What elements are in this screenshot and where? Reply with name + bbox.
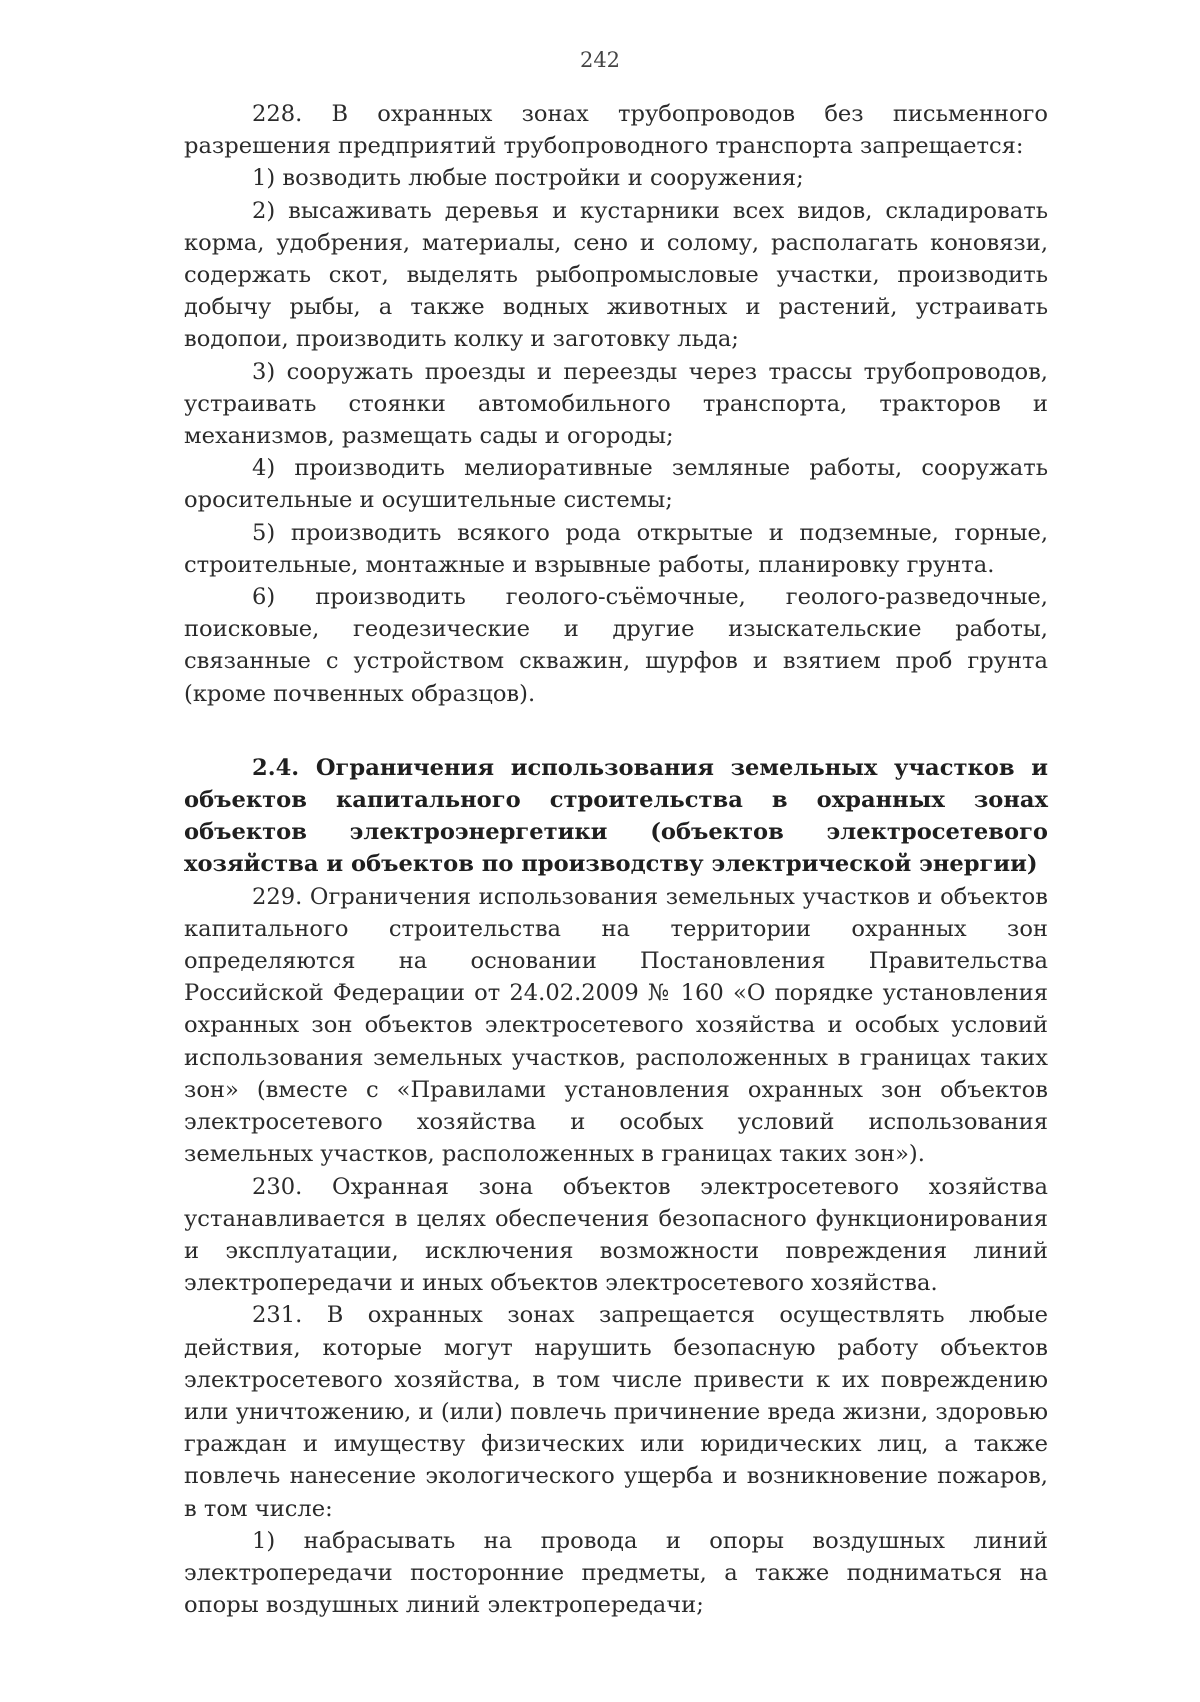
list-item-231-1: 1) набрасывать на провода и опоры воздушных линий электропередачи посторонние предметы, а также подниматься на опоры воздушных линий электропередачи; <box>184 1527 1048 1619</box>
paragraph-228: 228. В охранных зонах трубопроводов без письменного разрешения предприятий трубопроводного транспорта запрещается: <box>184 101 1048 160</box>
list-item-228-1: 1) возводить любые постройки и сооружения; <box>252 165 804 192</box>
section-heading-2-4: 2.4. Ограничения использования земельных участков и объектов капитального строительства в охранных зонах объектов электроэнергетики (объектов электросетевого хозяйства и объектов по производству электрической энергии) <box>184 754 1048 878</box>
list-item-228-6: 6) производить геолого-съёмочные, геолого-разведочные, поисковые, геодезические и другие изыскательские работы, связанные с устройством скважин, шурфов и взятием проб грунта (кроме почвенных образцов). <box>184 584 1048 707</box>
paragraph-231: 231. В охранных зонах запрещается осуществлять любые действия, которые могут нарушить безопасную работу объектов электросетевого хозяйства, в том числе привести к их повреждению или уничтожению, и (или) повлечь причинение вреда жизни, здоровью граждан и имуществу физических или юридических лиц, а также повлечь нанесение экологического ущерба и возникновение пожаров, в том числе: <box>184 1302 1048 1522</box>
list-item-228-4: 4) производить мелиоративные земляные работы, сооружать оросительные и осушительные системы; <box>184 455 1048 514</box>
page-number: 242 <box>579 48 621 72</box>
list-item-228-3: 3) сооружать проезды и переезды через трассы трубопроводов, устраивать стоянки автомобильного транспорта, тракторов и механизмов, размещать сады и огороды; <box>184 358 1048 450</box>
list-item-228-5: 5) производить всякого рода открытые и подземные, горные, строительные, монтажные и взрывные работы, планировку грунта. <box>184 519 1048 578</box>
list-item-228-2: 2) высаживать деревья и кустарники всех видов, складировать корма, удобрения, материалы, сено и солому, располагать коновязи, содержать скот, выделять рыбопромысловые участки, производить добычу рыбы, а также водных животных и растений, устраивать водопои, производить колку и заготовку льда; <box>184 197 1048 353</box>
paragraph-230: 230. Охранная зона объектов электросетевого хозяйства устанавливается в целях обеспечения безопасного функционирования и эксплуатации, исключения возможности повреждения линий электропередачи и иных объектов электросетевого хозяйства. <box>184 1173 1048 1297</box>
paragraph-229: 229. Ограничения использования земельных участков и объектов капитального строительства на территории охранных зон определяются на основании Постановления Правительства Российской Федерации от 24.02.2009 № 160 «О порядке установления охранных зон объектов электросетевого хозяйства и особых условий использования земельных участков, расположенных в границах таких зон» (вместе с «Правилами установления охранных зон объектов электросетевого хозяйства и особых условий использования земельных участков, расположенных в границах таких зон»). <box>184 883 1048 1168</box>
document-body <box>184 98 1048 1621</box>
